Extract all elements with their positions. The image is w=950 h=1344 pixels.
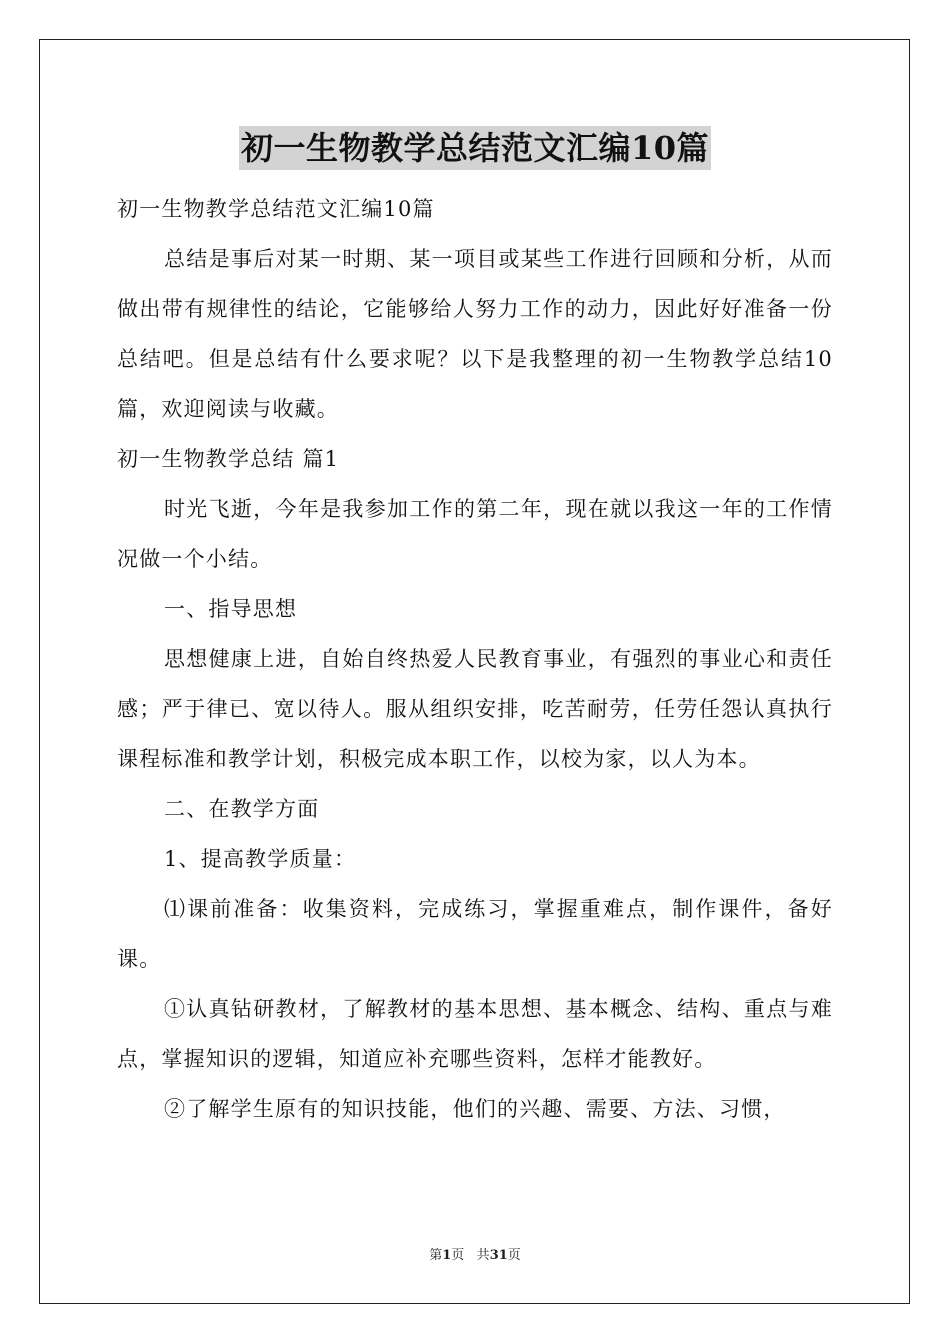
subtitle-line: 初一生物教学总结范文汇编10篇 <box>117 197 435 221</box>
intro-paragraph: 总结是事后对某一时期、某一项目或某些工作进行回顾和分析，从而做出带有规律性的结论，它能够给人努力工作的动力，因此好好准备一份总结吧。但是总结有什么要求呢？以下是我整理的初一生物教学总结10篇，欢迎阅读与收藏。 <box>117 247 833 421</box>
footer-total-prefix: 共 <box>476 1248 490 1263</box>
page-footer <box>0 1246 950 1266</box>
footer-total-suffix: 页 <box>507 1248 521 1263</box>
subheading-guiding-thought: 一、指导思想 <box>164 597 298 621</box>
list-item: 1、提高教学质量： <box>164 847 357 871</box>
footer-prefix: 第 <box>429 1248 443 1263</box>
body-paragraph: 思想健康上进，自始自终热爱人民教育事业，有强烈的事业心和责任感；严于律已、宽以待人。服从组织安排，吃苦耐劳，任劳任怨认真执行课程标准和教学计划，积极完成本职工作，以校为家，以人为本。 <box>117 647 833 771</box>
document-title: 初一生物教学总结范文汇编10篇 <box>239 126 711 170</box>
footer-page-suffix: 页 <box>451 1248 465 1263</box>
document-body <box>117 126 833 1134</box>
subheading-teaching: 二、在教学方面 <box>164 797 320 821</box>
list-item: ⑴课前准备：收集资料，完成练习，掌握重难点，制作课件，备好课。 <box>117 897 833 971</box>
list-item: ①认真钻研教材，了解教材的基本思想、基本概念、结构、重点与难点，掌握知识的逻辑，知道应补充哪些资料，怎样才能教好。 <box>117 997 833 1071</box>
section-heading-1: 初一生物教学总结 篇1 <box>117 447 340 471</box>
title-wrapper <box>117 126 833 170</box>
page-number: 1 <box>442 1248 452 1263</box>
total-pages: 31 <box>489 1248 508 1263</box>
list-item: ②了解学生原有的知识技能，他们的兴趣、需要、方法、习惯， <box>164 1097 786 1121</box>
body-paragraph: 时光飞逝，今年是我参加工作的第二年，现在就以我这一年的工作情况做一个小结。 <box>117 497 833 571</box>
